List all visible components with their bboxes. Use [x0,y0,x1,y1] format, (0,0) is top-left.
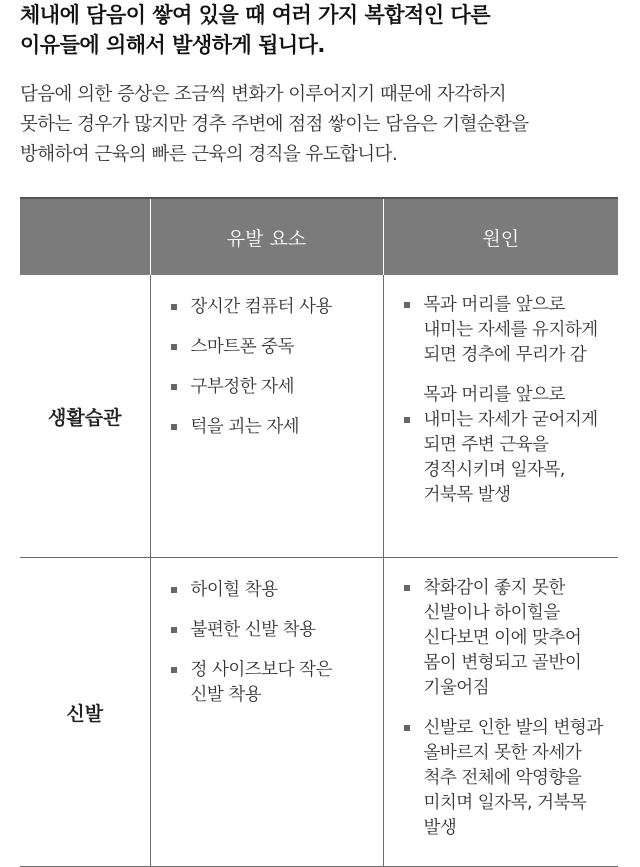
list-item: 장시간 컴퓨터 사용 [191,295,383,320]
list-item: 목과 머리를 앞으로 내미는 자세를 유지하게 되면 경추에 무리가 감 [424,293,619,368]
cause-table [20,197,618,867]
causes-cell [383,275,618,558]
table-header-row [20,198,618,275]
factors-cell [150,275,383,558]
intro-paragraph: 담음에 의한 증상은 조금씩 변화가 이루어지기 때문에 자각하지 못하는 경우가 많지만 경추 주변에 점점 쌓이는 담음은 기혈순환을 방해하여 근육의 빠른 근육의 경직을 유도합니다. [20,84,529,165]
table-row [20,275,618,558]
square-bullet-icon [171,384,177,390]
square-bullet-icon [171,667,177,673]
row-label: 신발 [20,558,150,867]
list-item: 목과 머리를 앞으로 내미는 자세가 굳어지게 되면 주변 근육을 경직시키며 일자목, 거북목 발생 [424,383,619,508]
square-bullet-icon [404,302,410,308]
factors-cell [150,558,383,867]
list-item: 구부정한 자세 [191,375,383,400]
square-bullet-icon [404,725,410,731]
square-bullet-icon [404,585,410,591]
list-item: 스마트폰 중독 [191,335,383,360]
square-bullet-icon [171,344,177,350]
list-item: 정 사이즈보다 작은 신발 착용 [191,658,383,708]
list-item: 착화감이 좋지 못한 신발이나 하이힐을 신다보면 이에 맞추어 몸이 변형되고 골반이 기울어짐 [424,576,619,701]
square-bullet-icon [171,424,177,430]
header-empty [20,198,150,275]
header-factors: 유발 요소 [150,198,383,275]
square-bullet-icon [171,627,177,633]
row-label: 생활습관 [20,275,150,558]
square-bullet-icon [171,304,177,310]
header-causes: 원인 [383,198,618,275]
list-item: 불편한 신발 착용 [191,618,383,643]
list-item: 턱을 괴는 자세 [191,415,383,440]
square-bullet-icon [171,587,177,593]
table-row [20,558,618,867]
list-item: 신발로 인한 발의 변형과 올바르지 못한 자세가 척추 전체에 악영향을 미치며 일자목, 거북목 발생 [424,716,619,841]
list-item: 하이힐 착용 [191,578,383,603]
square-bullet-icon [404,417,410,423]
section-heading: 체내에 담음이 쌓여 있을 때 여러 가지 복합적인 다른 이유들에 의해서 발생하게 됩니다. [20,3,490,57]
causes-cell [383,558,618,867]
